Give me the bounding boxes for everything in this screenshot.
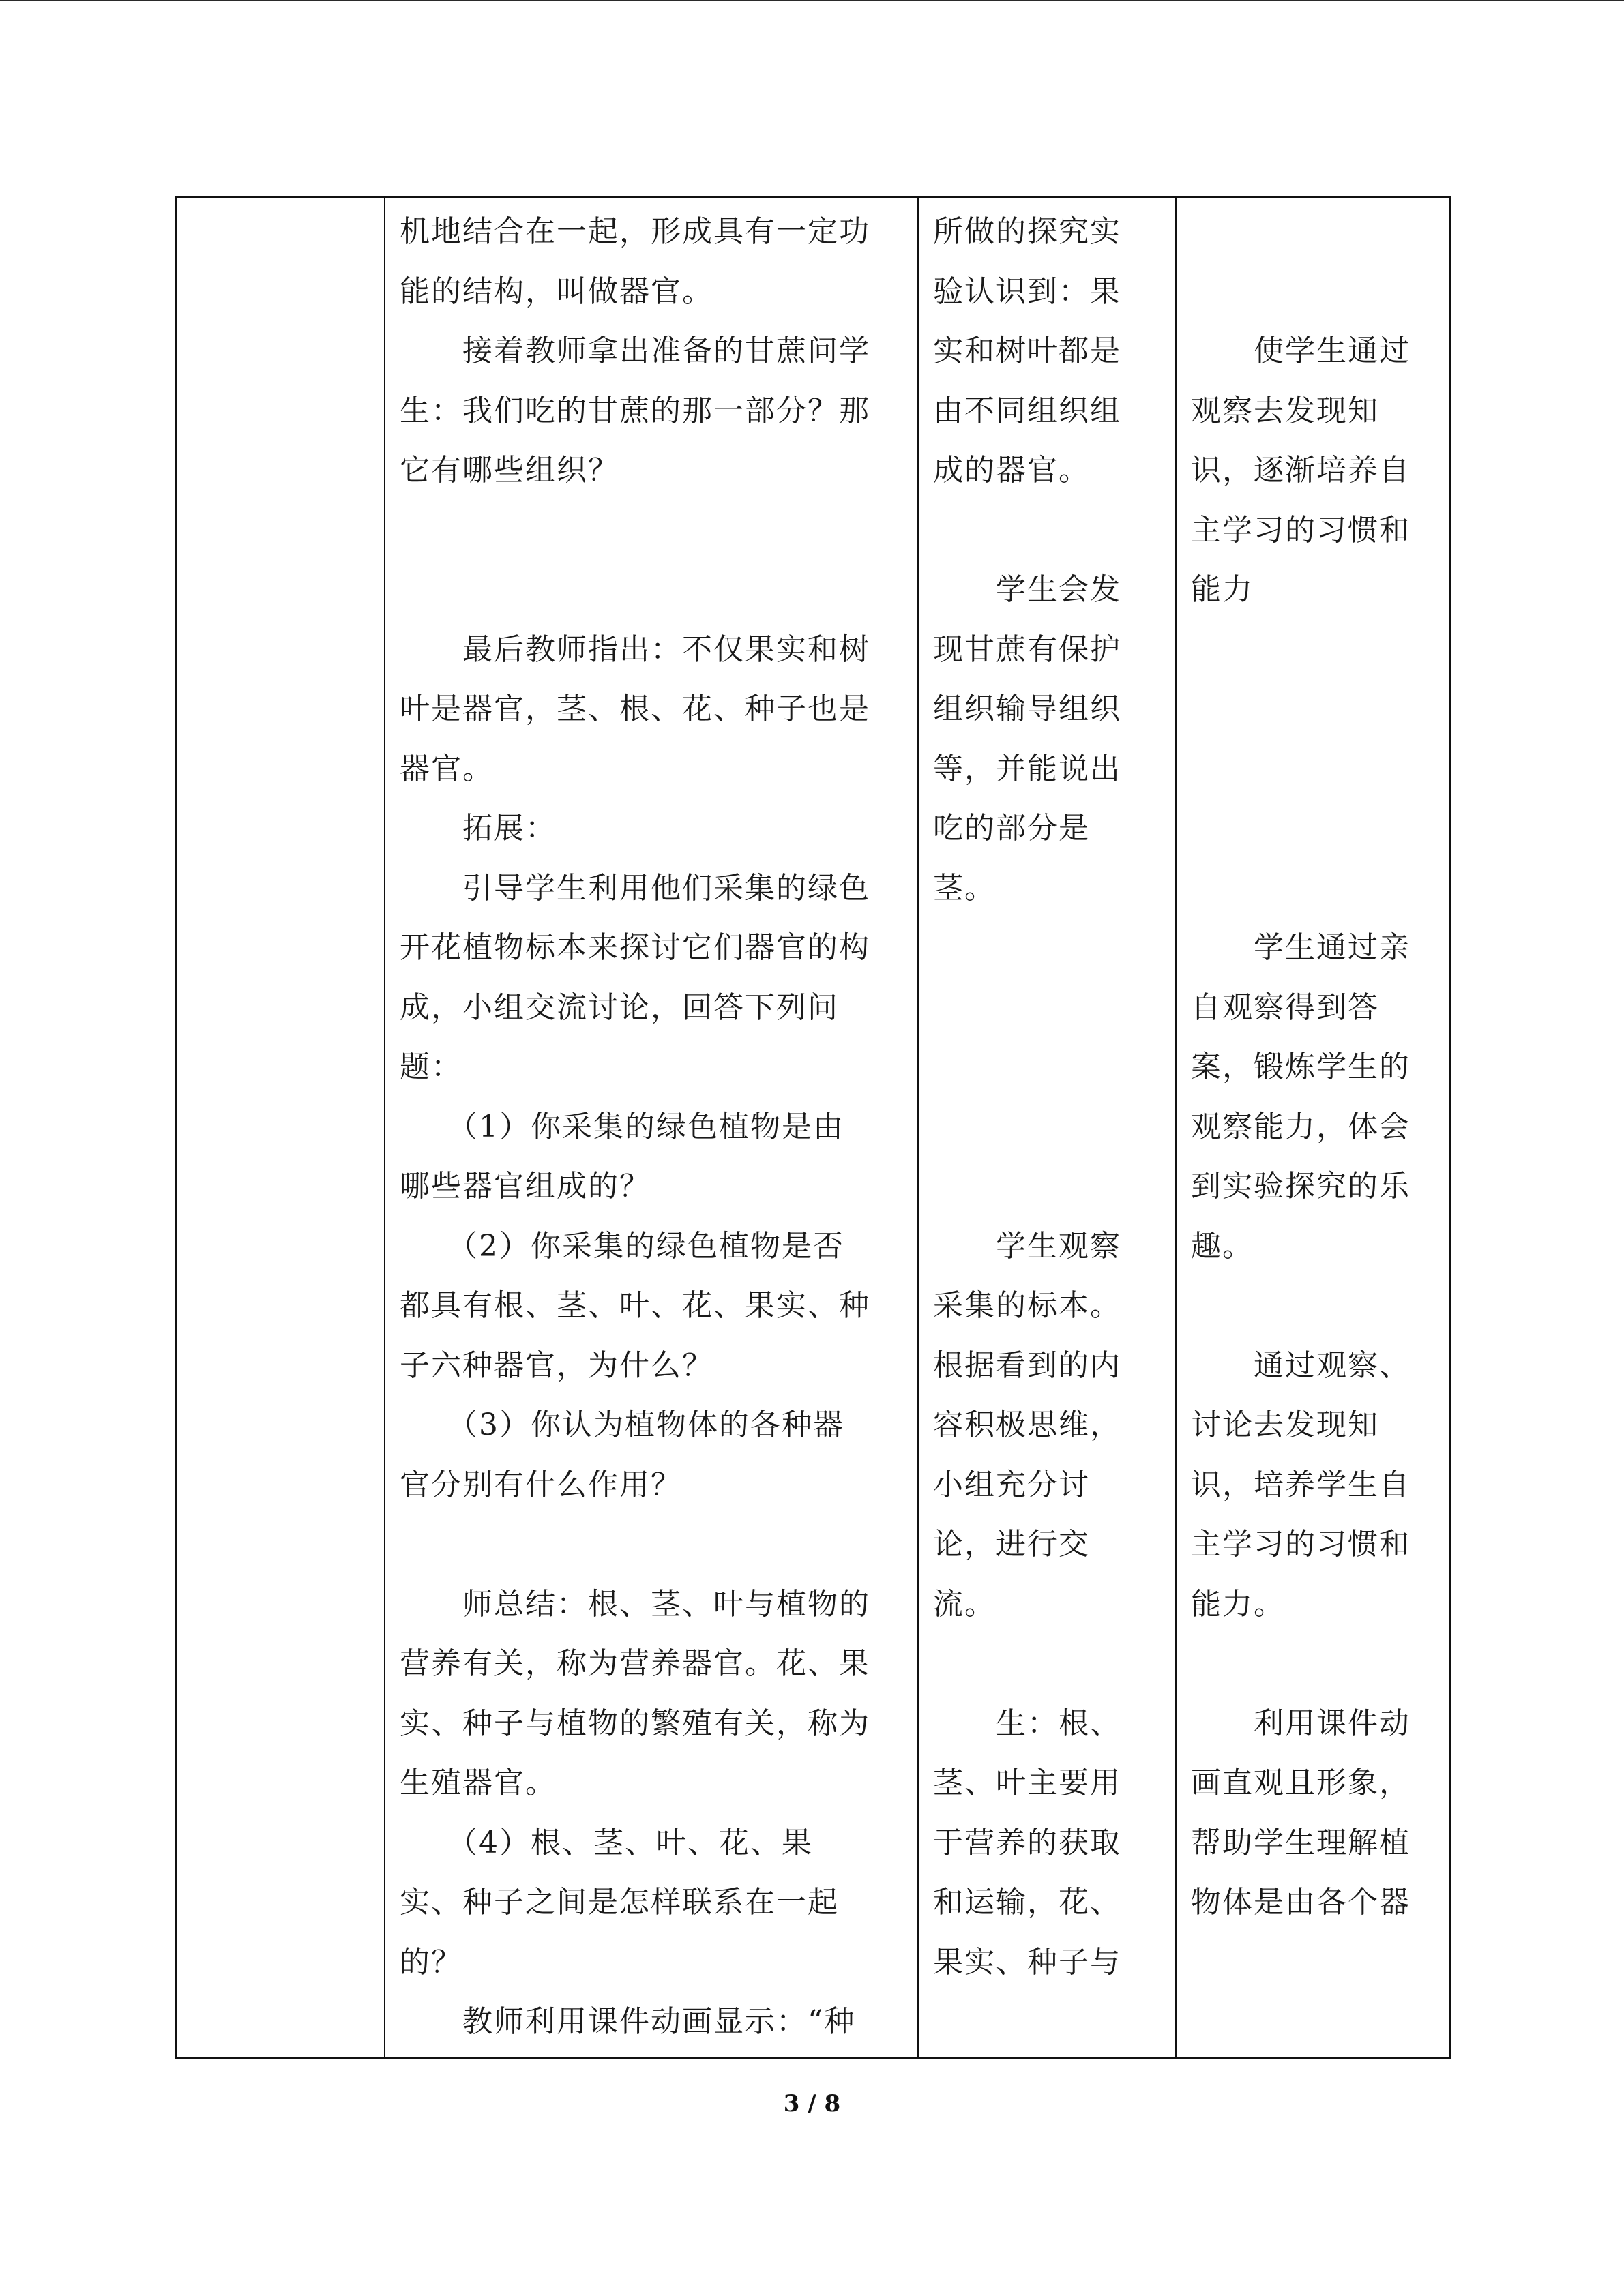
student-text-observe-specimens: 学生观察 采集的标本。 根据看到的内 容积极思维， 小组充分讨 论，进行交 流。 xyxy=(933,1228,1121,1622)
teacher-text-extension-guide: 引导学生利用他们采集的绿色 开花植物标本来探讨它们器官的构 成，小组交流讨论，回答下列问 题： xyxy=(400,870,870,1084)
intent-text-discover-knowledge: 使学生通过 观察去发现知 识，逐渐培养自 主学习的习惯和 能力 xyxy=(1191,333,1411,607)
student-text-sugarcane: 学生会发 现甘蔗有保护 组织输导组织 等，并能说出 吃的部分是 茎。 xyxy=(933,572,1121,906)
teacher-text-sugarcane-question: 接着教师拿出准备的甘蔗问学 生：我们吃的甘蔗的那一部分？那 它有哪些组织？ xyxy=(400,333,870,488)
column-divider-3 xyxy=(1175,196,1177,2059)
table-cell-section xyxy=(177,198,384,2057)
teacher-text-question-3: （3）你认为植物体的各种器 官分别有什么作用？ xyxy=(400,1407,844,1502)
teacher-text-extension-heading: 拓展： xyxy=(400,811,557,846)
teacher-text-organ-definition: 机地结合在一起，形成具有一定功 能的结构，叫做器官。 xyxy=(400,214,870,309)
student-text-experiment: 所做的探究实 验认识到：果 实和树叶都是 由不同组织组 成的器官。 xyxy=(933,214,1121,488)
intent-text-observation-ability: 学生通过亲 自观察得到答 案，锻炼学生的 观察能力，体会 到实验探究的乐 趣。 xyxy=(1191,930,1411,1264)
intent-text-animation: 利用课件动 画直观且形象， 帮助学生理解植 物体是由各个器 xyxy=(1191,1705,1411,1920)
teacher-text-summary: 师总结：根、茎、叶与植物的 营养有关，称为营养器官。花、果 实、种子与植物的繁殖有关，称为 生殖器官。 xyxy=(400,1586,870,1800)
table-cell-design-intent xyxy=(1191,198,1443,2057)
teacher-text-animation: 教师利用课件动画显示：“种 xyxy=(400,2004,856,2039)
teacher-text-organs-summary: 最后教师指出：不仅果实和树 叶是器官，茎、根、花、种子也是 器官。 xyxy=(400,631,870,786)
teacher-text-question-4: （4）根、茎、叶、花、果 实、种子之间是怎样联系在一起 的？ xyxy=(400,1825,839,1980)
intent-text-autonomous-learning: 通过观察、 讨论去发现知 识，培养学生自 主学习的习惯和 能力。 xyxy=(1191,1347,1411,1622)
column-divider-2 xyxy=(917,196,919,2059)
teacher-text-question-1: （1）你采集的绿色植物是由 哪些器官组成的？ xyxy=(400,1109,844,1204)
table-cell-teacher-activity xyxy=(400,198,904,2057)
teacher-text-question-2: （2）你采集的绿色植物是否 都具有根、茎、叶、花、果实、种 子六种器官，为什么？ xyxy=(400,1228,870,1383)
column-divider-1 xyxy=(384,196,385,2059)
table-cell-student-activity xyxy=(933,198,1168,2057)
top-border-line xyxy=(0,0,1624,1)
page-number: 3 / 8 xyxy=(783,2090,841,2117)
student-text-organ-functions: 生：根、 茎、叶主要用 于营养的获取 和运输，花、 果实、种子与 xyxy=(933,1705,1121,1980)
